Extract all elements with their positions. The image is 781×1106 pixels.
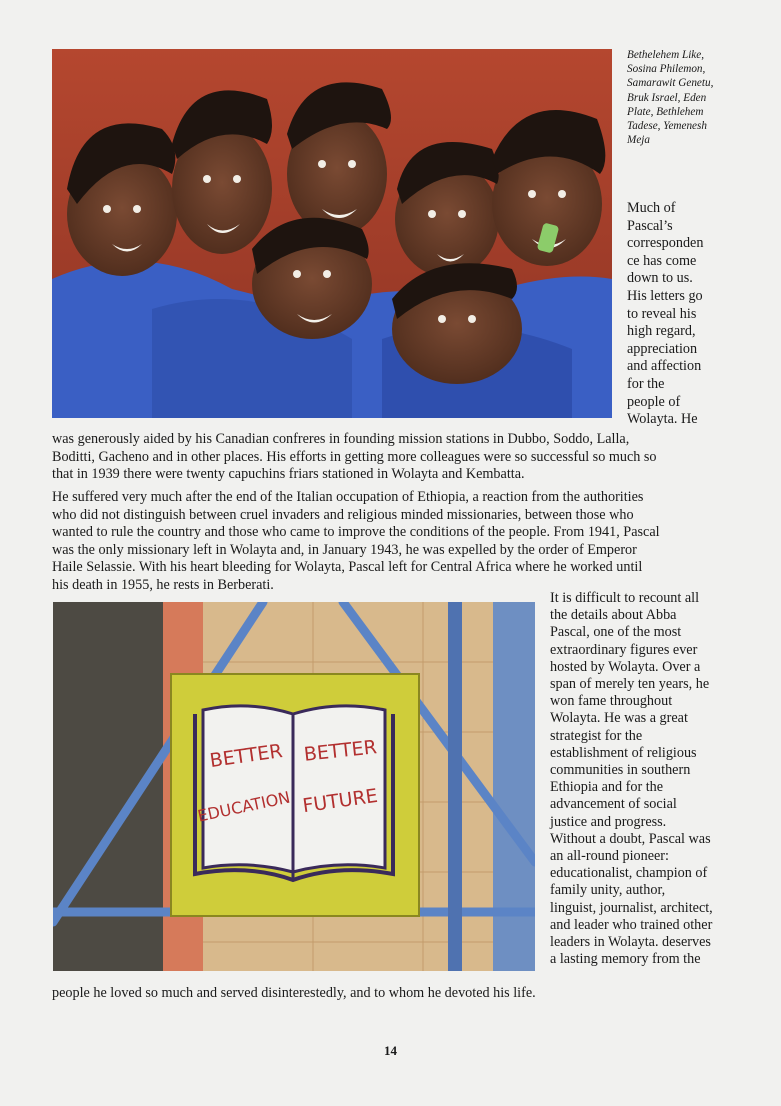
text-line: Pascal, one of the most xyxy=(550,624,682,641)
text-line: high regard, xyxy=(627,323,696,340)
text-line: ce has come xyxy=(627,252,697,269)
text-line: Much of xyxy=(627,200,676,216)
text-line: Ethiopia and for the xyxy=(550,779,664,796)
text-line: the details about Abba xyxy=(550,607,677,624)
page-number: 14 xyxy=(384,1043,397,1058)
text-line: strategist for the xyxy=(550,727,643,744)
text-line: span of merely ten years, he xyxy=(550,676,710,693)
text-line: linguist, journalist, architect, xyxy=(550,899,713,916)
text-line: people of xyxy=(627,393,681,410)
paragraph-3-last-line: people he loved so much and served disinterestedly, and to whom he devoted his life. xyxy=(52,985,536,1001)
sign-left-line1: BETTER xyxy=(208,740,284,773)
text-line: educationalist, champion of xyxy=(550,865,708,882)
paragraph-1-side xyxy=(627,200,747,429)
text-line: extraordinary figures ever xyxy=(550,641,698,658)
text-line: communities in southern xyxy=(550,762,691,779)
text-line: Pascal’s xyxy=(627,217,673,234)
text-line: was generously aided by his Canadian confreres in founding mission stations in Dubbo, Soddo, Lalla, xyxy=(52,431,630,447)
children-group-photo xyxy=(52,49,612,418)
text-line: for the xyxy=(627,375,665,392)
sign-right-line2: FUTURE xyxy=(301,784,380,818)
sign-left-line2: EDUCATION xyxy=(195,787,292,826)
text-line: appreciation xyxy=(627,340,698,357)
text-line: Boditti, Gacheno and in other places. His efforts in getting more colleagues were so successful so much so xyxy=(52,448,657,465)
text-line: It is difficult to recount all xyxy=(550,590,700,606)
text-line: advancement of social xyxy=(550,796,677,813)
text-line: to reveal his xyxy=(627,305,697,322)
text-line: Wolayta. He xyxy=(627,411,698,428)
text-line: corresponden xyxy=(627,235,704,252)
text-line: who did not distinguish between cruel invaders and religious minded missionaries, between those who xyxy=(52,506,634,523)
text-line: his death in 1955, he rests in Berberati. xyxy=(52,576,274,593)
text-line: Haile Selassie. With his heart bleeding for Wolayta, Pascal left for Central Africa where he worked until xyxy=(52,559,643,576)
sign-photo-illustration xyxy=(53,602,535,971)
text-line: that in 1939 there were twenty capuchins friars stationed in Wolayta and Kembatta. xyxy=(52,466,525,483)
text-line: family unity, author, xyxy=(550,882,666,899)
paragraph-1-full xyxy=(52,431,742,484)
text-line: wanted to rule the country and those who came to improve the conditions of the people. From 1941, Pascal xyxy=(52,524,660,541)
text-line: an all-round pioneer: xyxy=(550,848,669,865)
text-line: justice and progress. xyxy=(550,813,667,830)
text-line: and leader who trained other xyxy=(550,916,713,933)
text-line: leaders in Wolayta. deserves xyxy=(550,934,711,951)
text-line: hosted by Wolayta. Over a xyxy=(550,658,701,675)
children-photo-illustration xyxy=(52,49,612,418)
paragraph-3-side xyxy=(550,590,745,968)
text-line: Wolayta. He was a great xyxy=(550,710,688,727)
text-line: down to us. xyxy=(627,270,693,287)
text-line: Without a doubt, Pascal was xyxy=(550,830,711,847)
photo-caption: Bethelehem Like, Sosina Philemon, Samarawit Genetu, Bruk Israel, Eden Plate, Bethlehem Tadese, Yemenesh Meja xyxy=(627,49,714,147)
text-line: was the only missionary left in Wolayta and, in January 1943, he was expelled by the order of Emperor xyxy=(52,541,637,558)
paragraph-2 xyxy=(52,489,742,595)
text-line: His letters go xyxy=(627,287,703,304)
sign-right-line1: BETTER xyxy=(302,736,378,766)
text-line: a lasting memory from the xyxy=(550,951,701,968)
text-line: He suffered very much after the end of the Italian occupation of Ethiopia, a reaction from the authorities xyxy=(52,489,644,505)
education-sign-photo xyxy=(53,602,535,971)
text-line: won fame throughout xyxy=(550,693,673,710)
text-line: and affection xyxy=(627,358,702,375)
text-line: establishment of religious xyxy=(550,744,697,761)
